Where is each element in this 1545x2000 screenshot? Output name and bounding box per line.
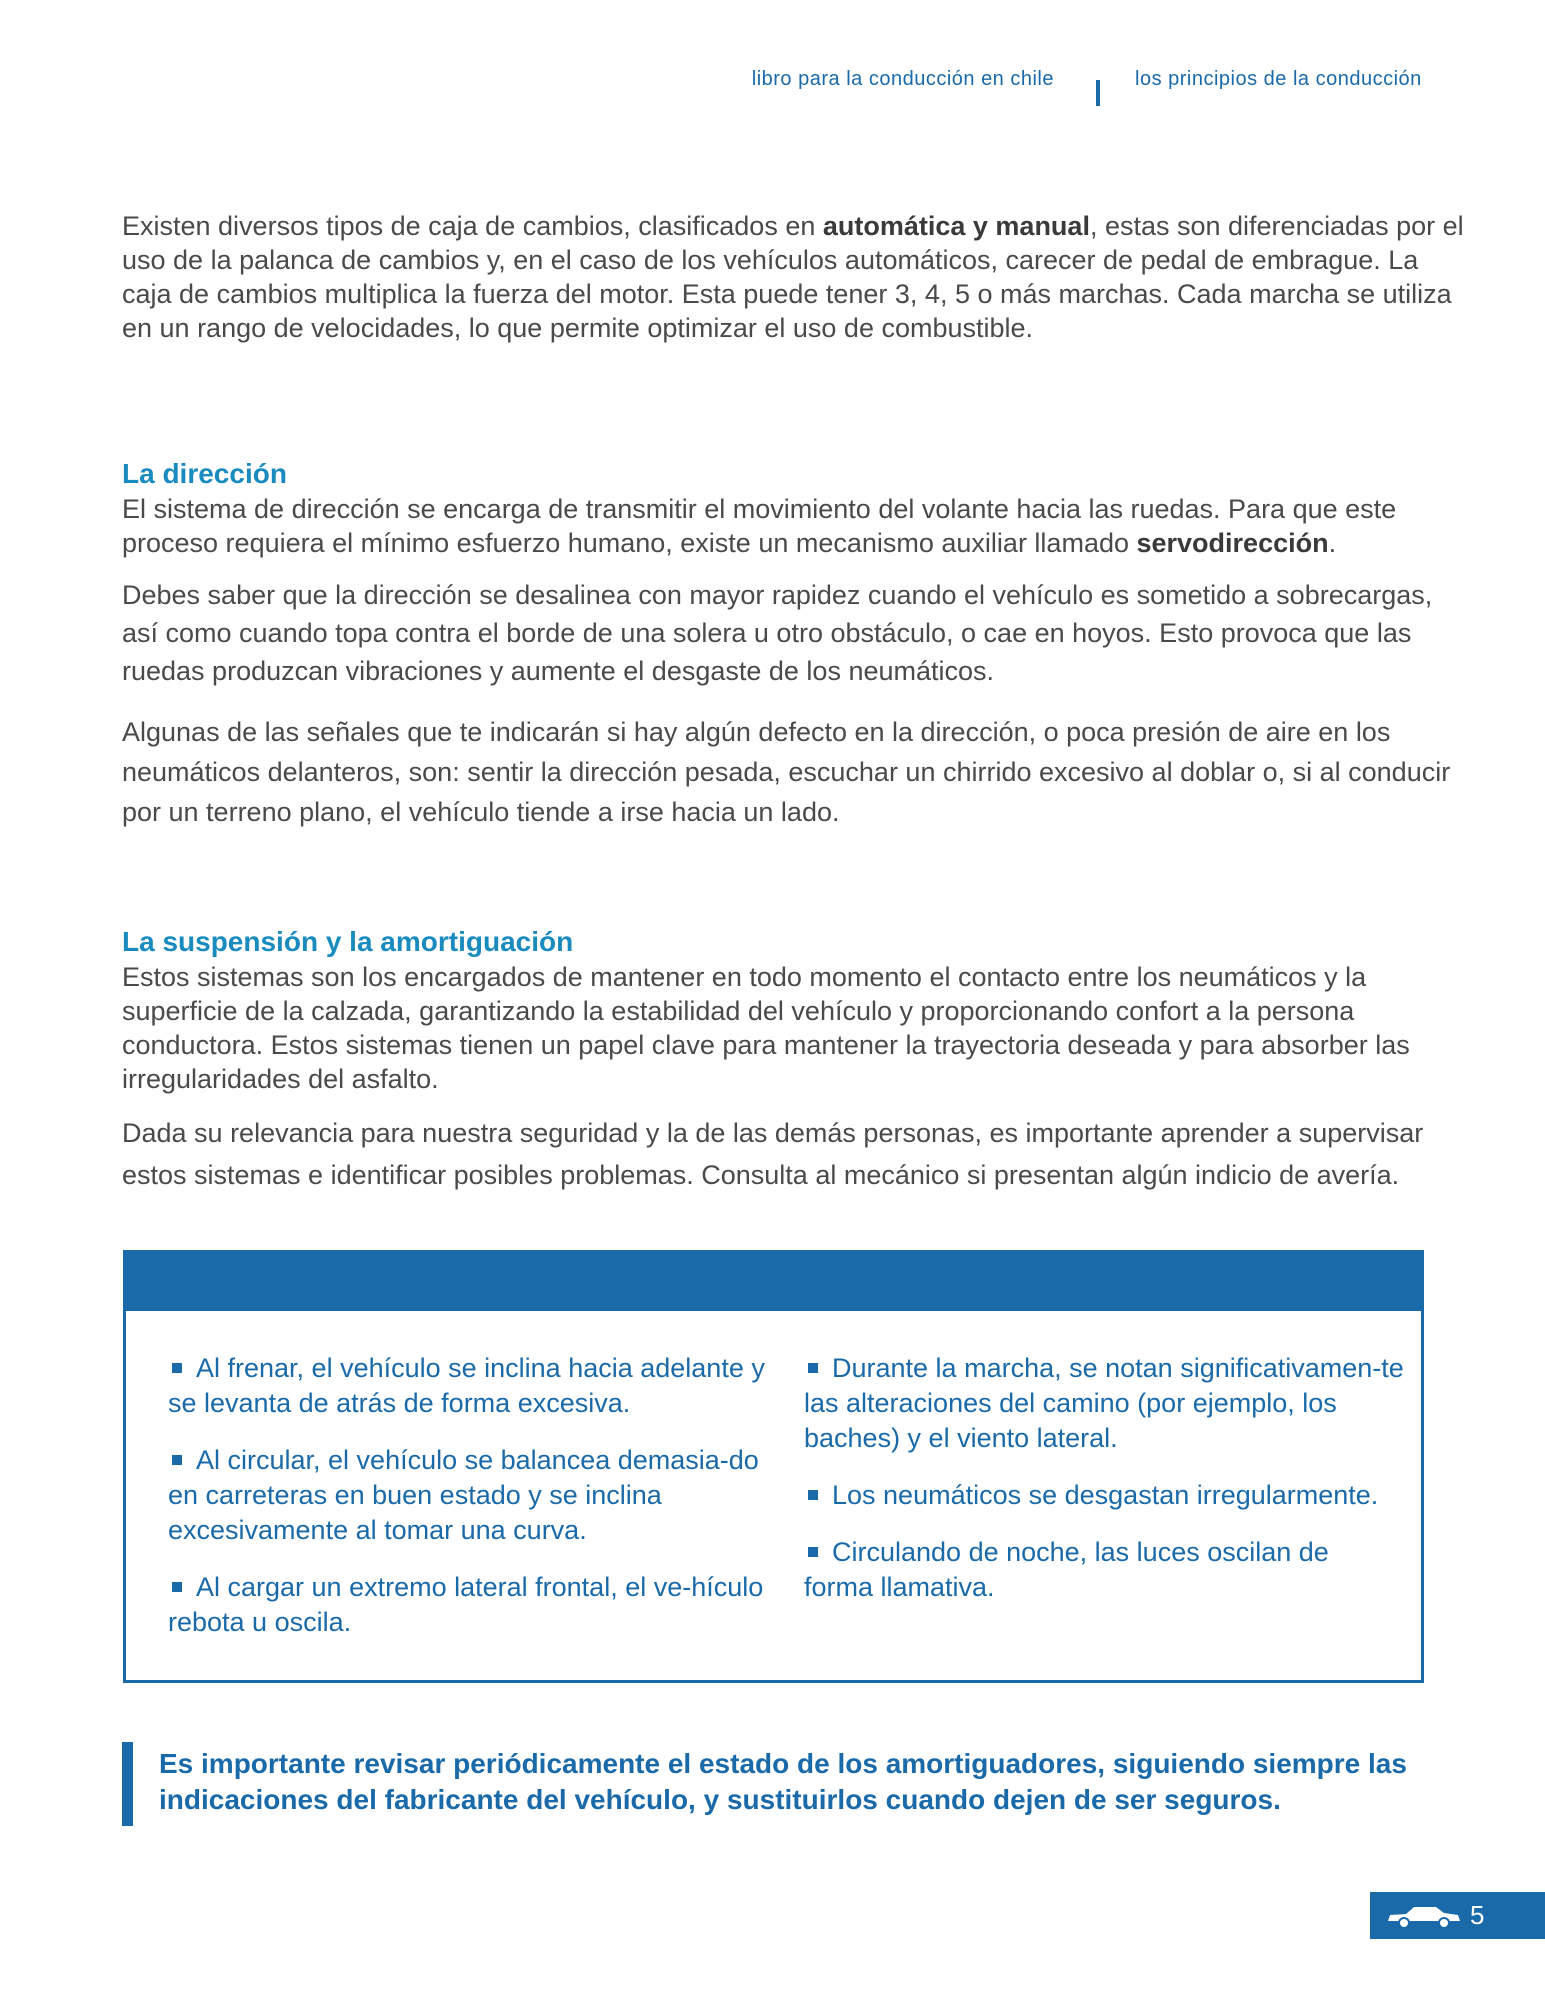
page-number-tab [1370, 1892, 1545, 1939]
callout-text: Es importante revisar periódicamente el estado de los amortiguadores, siguiendo siempre las indicaciones del fabricante del vehículo, y sustituirlos cuando dejen de ser seguros. [159, 1748, 1407, 1815]
square-bullet-icon [808, 1363, 818, 1373]
direccion-paragraph-3: Algunas de las señales que te indicarán si hay algún defecto en la dirección, o poca presión de aire en los neumáticos delanteros, son: sentir la dirección pesada, escuchar un chirrido excesivo al doblar o, si al conducir por un terreno plano, el vehículo tiende a irse hacia un lado. [122, 717, 1451, 827]
header-separator [1096, 80, 1100, 106]
intro-bold-term: automática y manual [822, 211, 1090, 241]
running-header [0, 68, 1545, 108]
square-bullet-icon [808, 1490, 818, 1500]
symptoms-box-header-bar [126, 1253, 1421, 1311]
list-item: Al frenar, el vehículo se inclina hacia adelante y se levanta de atrás de forma excesiva. [168, 1353, 765, 1418]
intro-section [122, 209, 1467, 345]
page-number: 5 [1470, 1900, 1485, 1930]
direccion-section [122, 456, 1467, 832]
direccion-heading: La dirección [122, 458, 287, 489]
suspension-paragraph-2: Dada su relevancia para nuestra seguridad y la de las demás personas, es importante aprender a supervisar estos sistemas e identificar posibles problemas. Consulta al mecánico si presentan algún indicio de avería. [122, 1118, 1424, 1190]
symptoms-left-column [168, 1351, 768, 1662]
direccion-paragraph-2: Debes saber que la dirección se desalinea con mayor rapidez cuando el vehículo es sometido a sobrecargas, así como cuando topa contra el borde de una solera u otro obstáculo, o cae en hoyos. Esto provoca que las ruedas produzcan vibraciones y aumente el desgaste de los neumáticos. [122, 580, 1433, 686]
list-item: Al circular, el vehículo se balancea demasia-do en carreteras en buen estado y se inclina excesivamente al tomar una curva. [168, 1445, 759, 1545]
direccion-paragraph-1: El sistema de dirección se encarga de transmitir el movimiento del volante hacia las ruedas. Para que este proceso requiera el mínimo esfuerzo humano, existe un mecanismo auxiliar llamado servodirección. [122, 494, 1397, 558]
list-item: Al cargar un extremo lateral frontal, el ve-hículo rebota u oscila. [168, 1572, 764, 1637]
square-bullet-icon [172, 1455, 182, 1465]
list-item: Circulando de noche, las luces oscilan de forma llamativa. [804, 1537, 1329, 1602]
header-chapter-title: los principios de la conducción [1135, 68, 1422, 90]
list-item: Durante la marcha, se notan significativamen-te las alteraciones del camino (por ejemplo, los baches) y el viento lateral. [804, 1353, 1404, 1453]
header-book-title: libro para la conducción en chile [751, 68, 1054, 90]
square-bullet-icon [808, 1547, 818, 1557]
symptoms-box [123, 1250, 1424, 1683]
list-item: Los neumáticos se desgastan irregularmente. [804, 1478, 1404, 1513]
callout-accent-bar [122, 1742, 133, 1826]
direccion-bold-term: servodirección [1136, 528, 1329, 558]
callout-note [122, 1742, 1452, 1826]
square-bullet-icon [172, 1363, 182, 1373]
intro-paragraph: Existen diversos tipos de caja de cambios, clasificados en automática y manual, estas son diferenciadas por el uso de la palanca de cambios y, en el caso de los vehículos automáticos, carecer de pedal de embrague. La caja de cambios multiplica la fuerza del motor. Esta puede tener 3, 4, 5 o más marchas. Cada marcha se utiliza en un rango de velocidades, lo que permite optimizar el uso de combustible. [122, 211, 1464, 343]
symptoms-right-column [804, 1351, 1404, 1627]
square-bullet-icon [172, 1582, 182, 1592]
suspension-heading: La suspensión y la amortiguación [122, 926, 574, 957]
suspension-section [122, 924, 1467, 1196]
suspension-paragraph-1: Estos sistemas son los encargados de mantener en todo momento el contacto entre los neumáticos y la superficie de la calzada, garantizando la estabilidad del vehículo y proporcionando confort a la persona conductora. Estos sistemas tienen un papel clave para mantener la trayectoria deseada y para absorber las irregularidades del asfalto. [122, 962, 1410, 1094]
car-icon [1384, 1901, 1464, 1931]
